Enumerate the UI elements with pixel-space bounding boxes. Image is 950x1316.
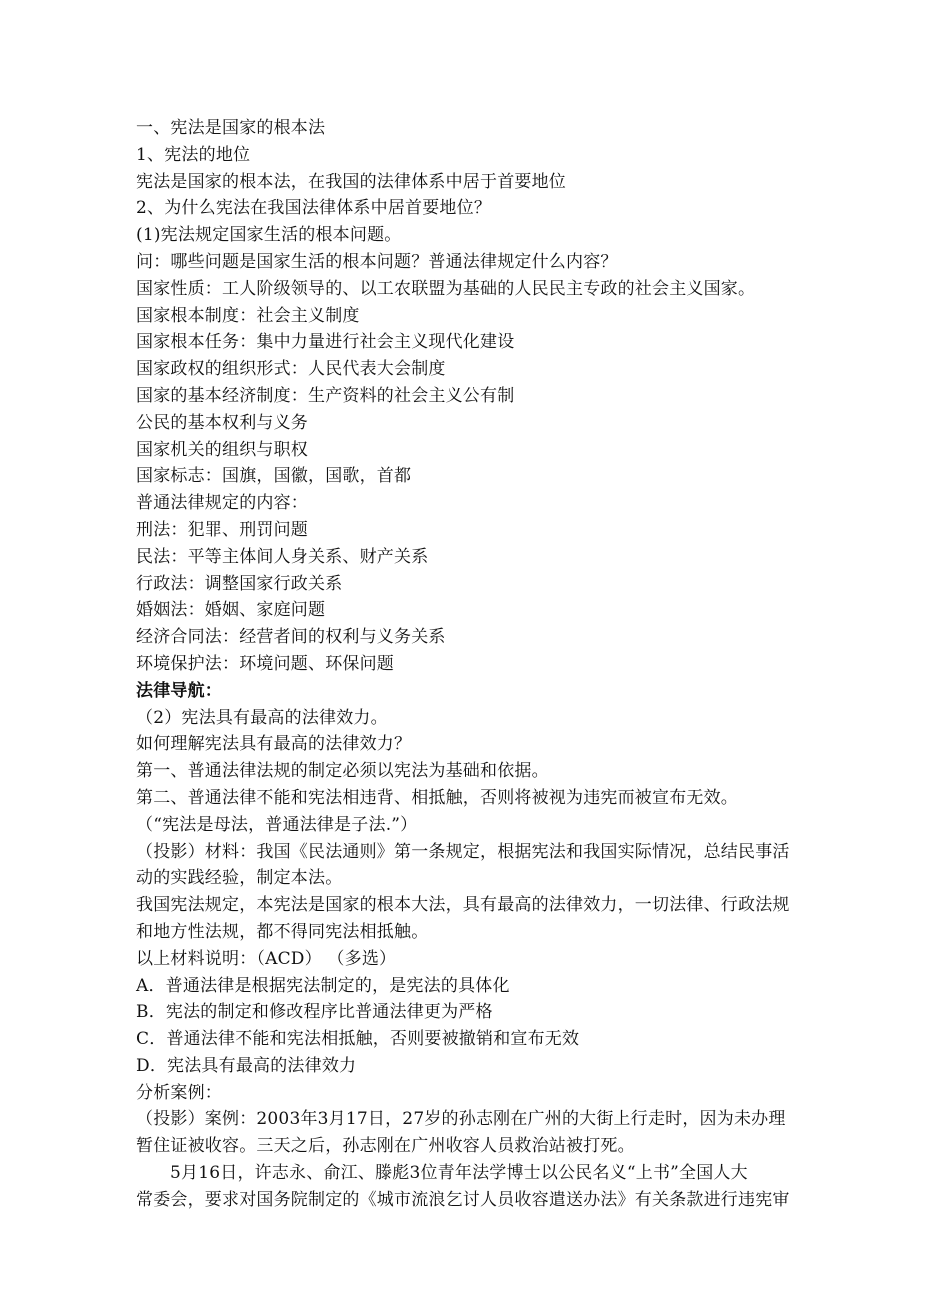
text-line: 暂住证被收容。三天之后，孙志刚在广州收容人员救治站被打死。 <box>136 1136 635 1157</box>
text-line: 分析案例： <box>136 1082 222 1103</box>
text-line: 和地方性法规，都不得同宪法相抵触。 <box>136 921 429 942</box>
text-line: （投影）案例：2003年3月17日，27岁的孙志刚在广州的大街上行走时，因为未办理 <box>136 1109 786 1130</box>
text-line: A．普通法律是根据宪法制定的，是宪法的具体化 <box>136 975 510 996</box>
document-page <box>136 115 836 1214</box>
text-line: 宪法是国家的根本法，在我国的法律体系中居于首要地位 <box>136 171 566 192</box>
section-heading: 法律导航： <box>136 680 222 701</box>
text-line: D．宪法具有最高的法律效力 <box>136 1055 357 1076</box>
text-line: （2）宪法具有最高的法律效力。 <box>136 707 388 728</box>
text-line: 问：哪些问题是国家生活的根本问题？普通法律规定什么内容？ <box>136 251 618 272</box>
text-line: （投影）材料：我国《民法通则》第一条规定，根据宪法和我国实际情况，总结民事活 <box>136 841 790 862</box>
text-line: 国家机关的组织与职权 <box>136 439 308 460</box>
text-line: 行政法：调整国家行政关系 <box>136 573 343 594</box>
text-line: 经济合同法：经营者间的权利与义务关系 <box>136 627 446 648</box>
text-line: 5月16日，许志永、俞江、滕彪3位青年法学博士以公民名义“上书”全国人大 <box>170 1163 748 1184</box>
text-line: 刑法：犯罪、刑罚问题 <box>136 519 308 540</box>
text-line: 一、宪法是国家的根本法 <box>136 118 326 138</box>
text-line: 国家根本制度：社会主义制度 <box>136 305 360 326</box>
text-line: 民法：平等主体间人身关系、财产关系 <box>136 546 429 567</box>
text-line: 国家标志：国旗，国徽，国歌，首都 <box>136 466 412 487</box>
text-line: 如何理解宪法具有最高的法律效力？ <box>136 734 412 755</box>
text-line: 动的实践经验，制定本法。 <box>136 868 343 889</box>
text-line: 婚姻法：婚姻、家庭问题 <box>136 600 326 621</box>
text-line: 第二、普通法律不能和宪法相违背、相抵触，否则将被视为违宪而被宣布无效。 <box>136 787 738 808</box>
text-line: 以上材料说明：（ACD） （多选） <box>136 948 397 969</box>
text-line: (1)宪法规定国家生活的根本问题。 <box>136 225 402 246</box>
text-line: B．宪法的制定和修改程序比普通法律更为严格 <box>136 1002 493 1023</box>
text-line: 环境保护法：环境问题、环保问题 <box>136 653 394 674</box>
text-line: 1、宪法的地位 <box>136 144 251 165</box>
text-line: 第一、普通法律法规的制定必须以宪法为基础和依据。 <box>136 761 549 782</box>
text-line: 常委会，要求对国务院制定的《城市流浪乞讨人员收容遣送办法》有关条款进行违宪审 <box>136 1189 790 1210</box>
text-line: 国家政权的组织形式：人民代表大会制度 <box>136 359 446 380</box>
text-line: 国家根本任务：集中力量进行社会主义现代化建设 <box>136 332 515 353</box>
text-line: 公民的基本权利与义务 <box>136 412 308 433</box>
text-line: 我国宪法规定，本宪法是国家的根本大法，具有最高的法律效力，一切法律、行政法规 <box>136 895 790 916</box>
text-line: 国家性质：工人阶级领导的、以工农联盟为基础的人民民主专政的社会主义国家。 <box>136 278 756 299</box>
text-line: C．普通法律不能和宪法相抵触，否则要被撤销和宣布无效 <box>136 1029 580 1050</box>
text-line: 2、为什么宪法在我国法律体系中居首要地位？ <box>136 198 492 219</box>
text-line: 普通法律规定的内容： <box>136 493 308 514</box>
text-line: 国家的基本经济制度：生产资料的社会主义公有制 <box>136 385 515 406</box>
text-line: （“宪法是母法，普通法律是子法.”） <box>136 814 418 835</box>
